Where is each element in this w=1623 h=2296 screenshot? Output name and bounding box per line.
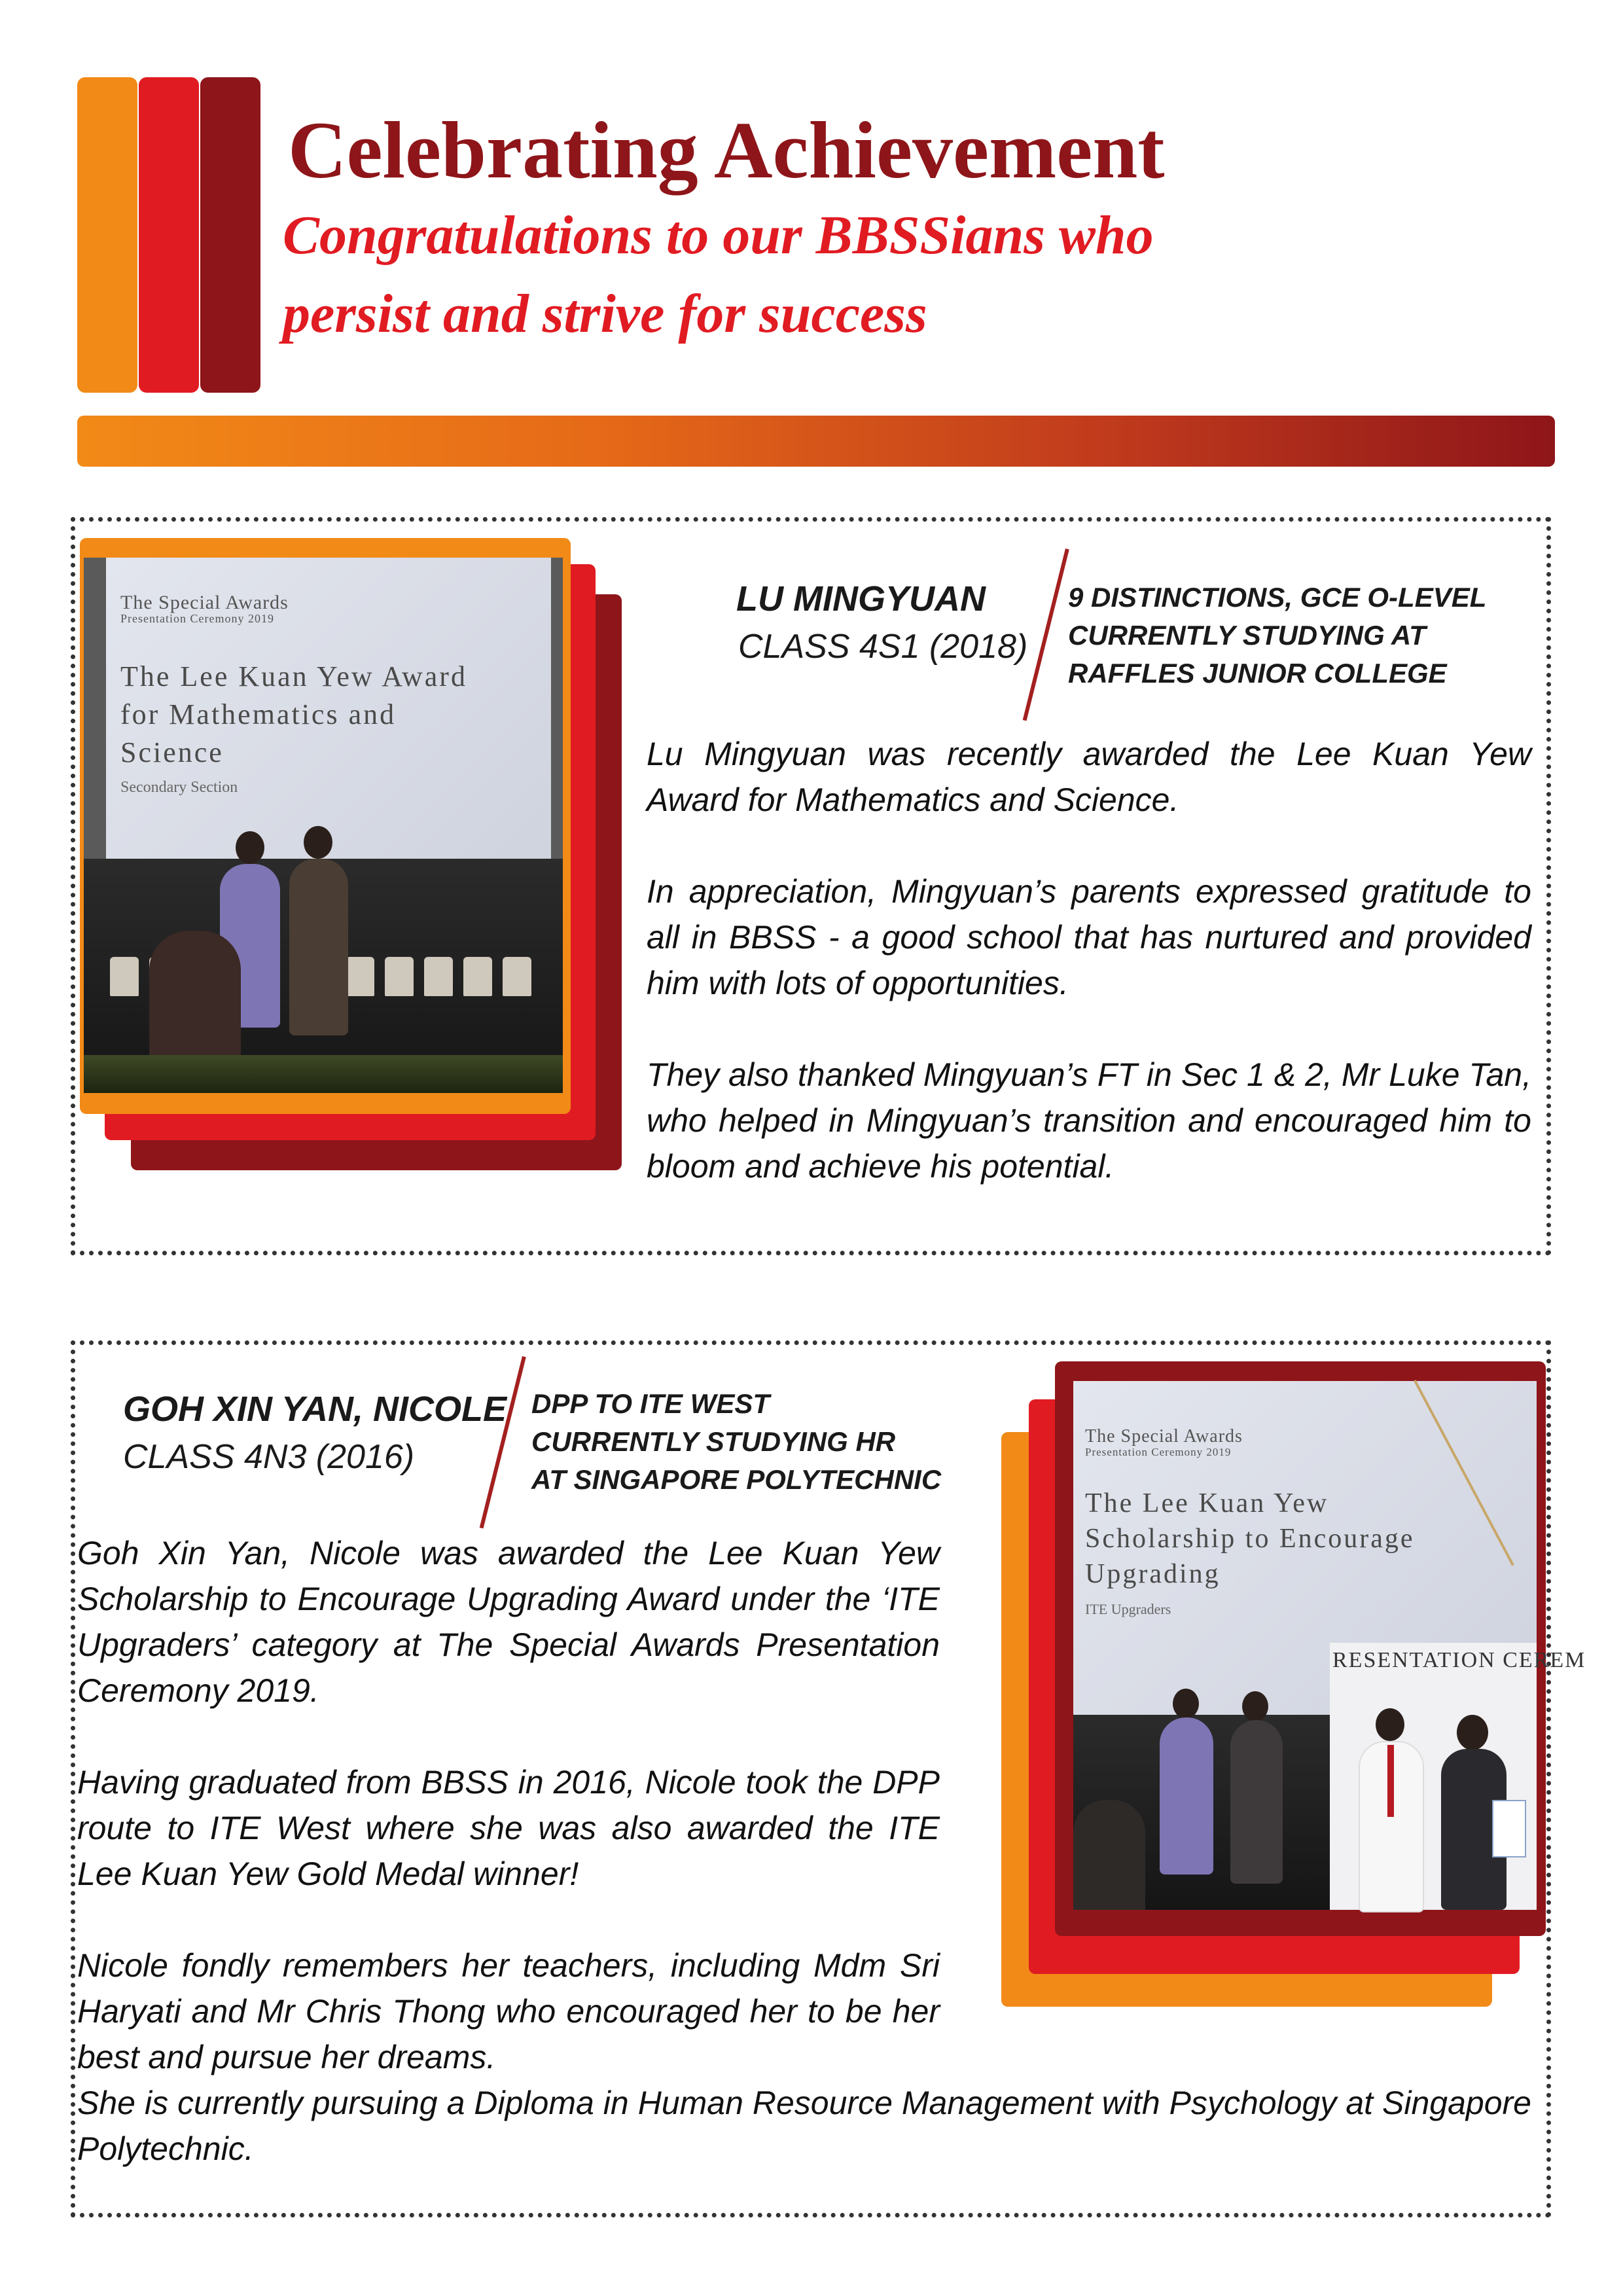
person-head [236, 831, 264, 864]
student-achievement-line3: AT SINGAPORE POLYTECHNIC [531, 1464, 942, 1495]
student-figure [289, 859, 348, 1035]
story-closing-paragraph: She is currently pursuing a Diploma in Human Resource Management with Psychology at Singapore Polytechnic. [77, 2085, 1531, 2167]
student-class: CLASS 4N3 (2016) [123, 1438, 415, 1476]
foreground-foliage [84, 1055, 563, 1093]
student-achievement-line2: CURRENTLY STUDYING AT [1068, 620, 1426, 651]
story-paragraph: Nicole fondly remembers her teachers, including Mdm Sri Haryati and Mr Chris Thong who encouraged her to be her best and pursue her dreams. [77, 1947, 940, 2075]
chair [424, 957, 453, 996]
award-photo-lu-mingyuan [84, 558, 563, 1093]
inset-tie [1387, 1745, 1394, 1817]
screen-heading-1: The Lee Kuan Yew Award [120, 660, 467, 692]
page-subtitle-line1: Congratulations to our BBSSians who [283, 205, 1154, 266]
screen-section-label: ITE Upgraders [1085, 1601, 1171, 1617]
story-paragraph: They also thanked Mingyuan’s FT in Sec 1 & 2, Mr Luke Tan, who helped in Mingyuan’s transition and encouraged him to bloom and achieve his potential. [647, 1056, 1531, 1185]
header-bar-maroon [200, 77, 260, 393]
person-head [1457, 1715, 1488, 1750]
screen-heading-3: Upgrading [1085, 1559, 1221, 1589]
chair [385, 957, 414, 996]
screen-heading-2: Scholarship to Encourage [1085, 1524, 1415, 1554]
story-paragraph: In appreciation, Mingyuan’s parents expressed gratitude to all in BBSS - a good school that has nurtured and provided him with lots of opportunities. [647, 873, 1531, 1001]
chair [110, 957, 139, 996]
screen-heading-2: for Mathematics and [120, 698, 397, 730]
story-paragraph: Having graduated from BBSS in 2016, Nicole took the DPP route to ITE West where she was also awarded the ITE Lee Kuan Yew Gold Medal winner! [77, 1764, 940, 1892]
chair [463, 957, 492, 996]
student-class: CLASS 4S1 (2018) [738, 628, 1028, 666]
page-title: Celebrating Achievement [288, 105, 1165, 195]
screen-heading-3: Science [120, 736, 224, 768]
student-achievement-line3: RAFFLES JUNIOR COLLEGE [1068, 658, 1447, 689]
person-head [1376, 1708, 1404, 1741]
story-paragraph: Goh Xin Yan, Nicole was awarded the Lee Kuan Yew Scholarship to Encourage Upgrading Award under the ‘ITE Upgraders’ category at The Special Awards Presentation Ceremony 2019. [77, 1535, 940, 1709]
chair [503, 957, 531, 996]
audience-figure [1073, 1800, 1145, 1910]
student-name: LU MINGYUAN [736, 579, 986, 619]
student-figure [1230, 1720, 1283, 1884]
screen-heading-1: The Lee Kuan Yew [1085, 1488, 1329, 1518]
page-subtitle-line2: persist and strive for success [283, 283, 927, 344]
screen-caption-2: Presentation Ceremony 2019 [120, 612, 274, 625]
screen-caption-1: The Special Awards [120, 592, 289, 613]
student-achievement-line1: 9 DISTINCTIONS, GCE O-LEVEL [1068, 582, 1487, 613]
header-gradient-bar [77, 416, 1555, 467]
story-paragraph: Lu Mingyuan was recently awarded the Lee Kuan Yew Award for Mathematics and Science. [647, 736, 1531, 818]
student-achievement-line2: CURRENTLY STUDYING HR [531, 1426, 896, 1457]
student-name: GOH XIN YAN, NICOLE [123, 1390, 507, 1429]
inset-banner-text: RESENTATION CEREM [1332, 1648, 1586, 1672]
inset-certificate [1492, 1800, 1526, 1857]
screen-caption-1: The Special Awards [1085, 1426, 1243, 1446]
presenter-figure [1160, 1717, 1213, 1874]
person-head [304, 826, 332, 859]
header-bar-red [139, 77, 199, 393]
screen-caption-2: Presentation Ceremony 2019 [1085, 1446, 1232, 1458]
screen-section-label: Secondary Section [120, 779, 238, 796]
header-bar-orange [77, 77, 137, 393]
person-head [1173, 1689, 1199, 1719]
chair [346, 957, 374, 996]
person-head [1242, 1691, 1268, 1721]
award-photo-goh-xin-yan [1073, 1381, 1586, 1910]
student-achievement-line1: DPP TO ITE WEST [531, 1388, 770, 1419]
